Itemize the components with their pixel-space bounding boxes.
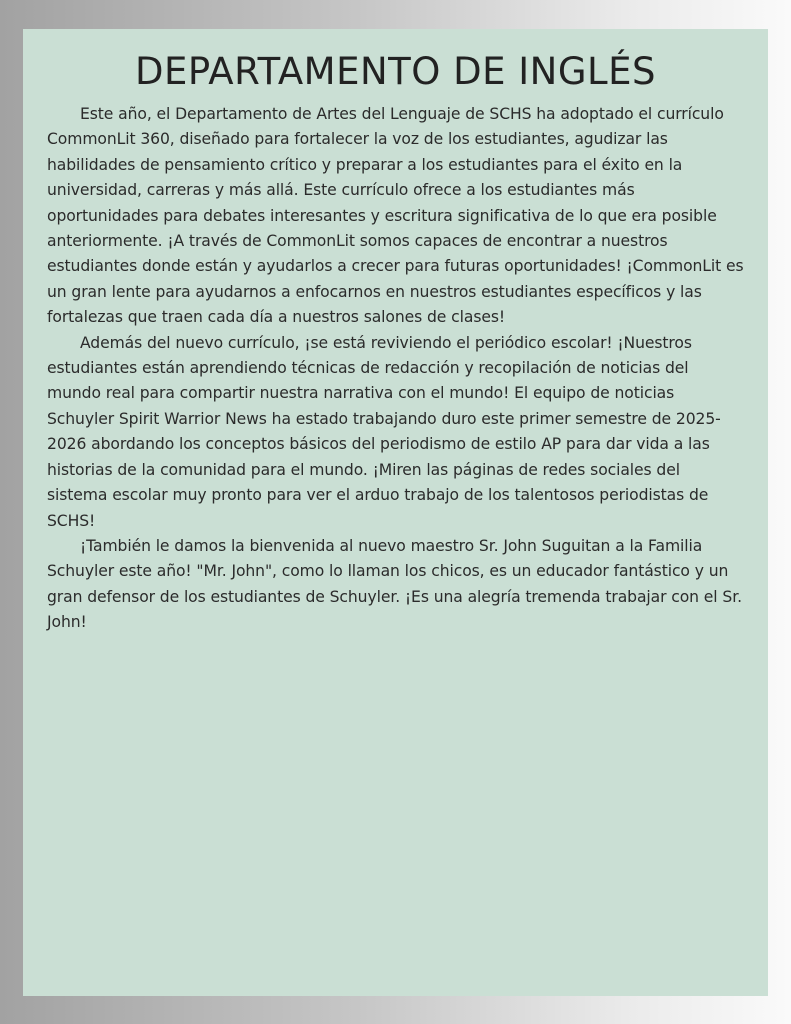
- content-panel: [23, 29, 768, 996]
- paragraph-commonlit: Este año, el Departamento de Artes del Lenguaje de SCHS ha adoptado el currículo CommonLit 360, diseñado para fortalecer la voz de los estudiantes, agudizar las habilidades de pensamiento crítico y preparar a los estudiantes para el éxito en la universidad, carreras y más allá. Este currículo ofrece a los estudiantes más oportunidades para debates interesantes y escritura significativa de lo que era posible anteriormente. ¡A través de CommonLit somos capaces de encontrar a nuestros estudiantes donde están y ayudarlos a crecer para futuras oportunidades! ¡CommonLit es un gran lente para ayudarnos a enfocarnos en nuestros estudiantes específicos y las fortalezas que traen cada día a nuestros salones de clases!: [47, 105, 744, 327]
- page-title: DEPARTAMENTO DE INGLÉS: [134, 50, 656, 93]
- paragraph-new-teacher: ¡También le damos la bienvenida al nuevo maestro Sr. John Suguitan a la Familia Schuyler este año! "Mr. John", como lo llaman los chicos, es un educador fantástico y un gran defensor de los estudiantes de Schuyler. ¡Es una alegría tremenda trabajar con el Sr. John!: [47, 536, 742, 632]
- paragraph-school-newspaper: Además del nuevo currículo, ¡se está reviviendo el periódico escolar! ¡Nuestros estudiantes están aprendiendo técnicas de redacción y recopilación de noticias del mundo real para compartir nuestra narrativa con el mundo! El equipo de noticias Schuyler Spirit Warrior News ha estado trabajando duro este primer semestre de 2025-2026 abordando los conceptos básicos del periodismo de estilo AP para dar vida a las historias de la comunidad para el mundo. ¡Miren las páginas de redes sociales del sistema escolar muy pronto para ver el arduo trabajo de los talentosos periodistas de SCHS!: [47, 333, 721, 530]
